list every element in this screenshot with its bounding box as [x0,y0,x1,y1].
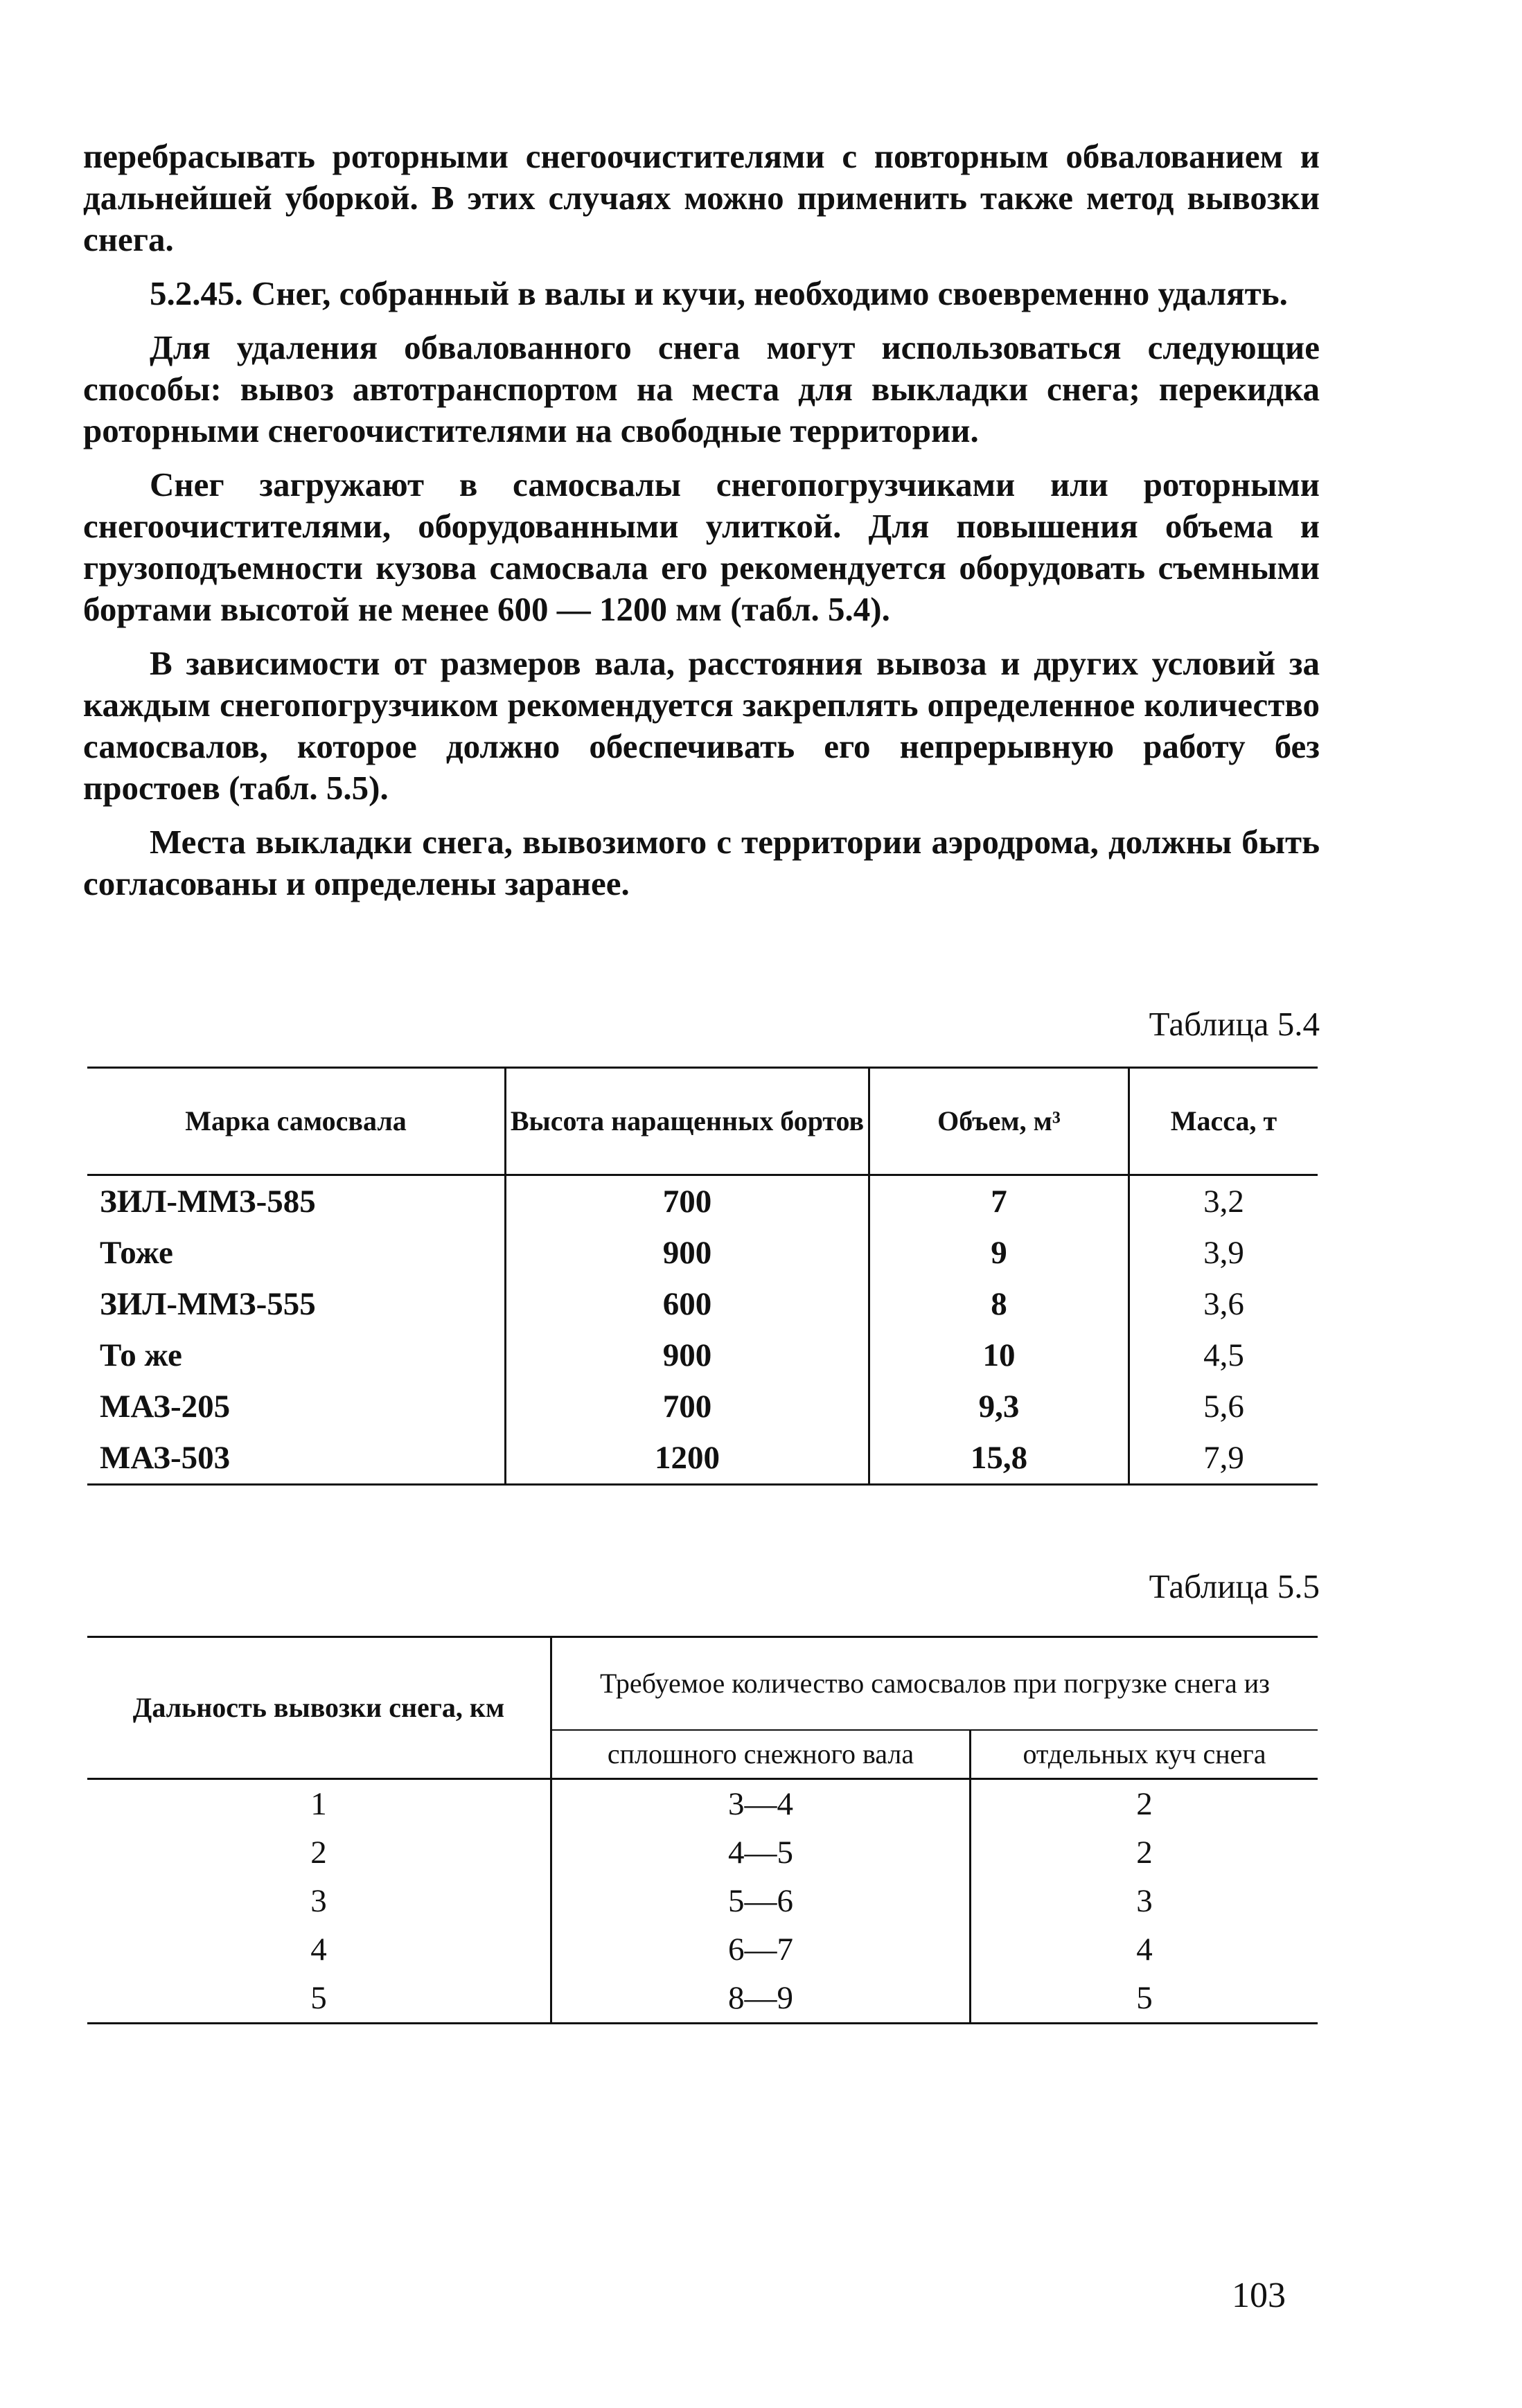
table-row [87,1175,1318,1228]
cell-distance: 2 [310,1835,327,1871]
cell-piles: 3 [971,1877,1318,1925]
cell-volume: 9,3 [869,1381,1129,1432]
cell-volume: 10 [869,1330,1129,1381]
cell-height: 1200 [506,1432,869,1485]
column-header-mass: Масса, т [1129,1068,1318,1175]
table-row [87,1925,1318,1974]
cell-piles: 5 [971,1974,1318,2024]
column-header-volume: Объем, м³ [869,1068,1129,1175]
table-5-5-caption: Таблица 5.5 [1149,1567,1320,1605]
page-number: 103 [1232,2276,1286,2315]
table-row [87,1779,1318,1829]
paragraph-4: Снег загружают в самосвалы снегопогрузчиками или роторными снегоочистителями, оборудованными улиткой. Для повышения объема и грузоподъемности кузова самосвала его рекомендуется оборудовать съемными бортами высотой не менее 600 — 1200 мм (табл. 5.4). [83,465,1320,628]
cell-volume: 9 [869,1227,1129,1278]
cell-distance: 5 [310,1980,327,2016]
cell-brand: МАЗ-503 [100,1440,231,1476]
column-header-continuous-bank: сплошного снежного вала [551,1730,971,1779]
table-5-4-caption: Таблица 5.4 [1149,1005,1320,1043]
cell-continuous: 4—5 [551,1828,971,1877]
column-header-brand: Марка самосвала [87,1068,506,1175]
cell-brand: Тоже [100,1235,173,1271]
paragraph-5: В зависимости от размеров вала, расстояния вывоза и других условий за каждым снегопогрузчиком рекомендуется закреплять определенное количество самосвалов, которое должно обеспечивать его непрерывную работу без простоев (табл. 5.5). [83,644,1320,807]
paragraph-3: Для удаления обвалованного снега могут использоваться следующие способы: вывоз автотранспортом на места для выкладки снега; перекидка роторными снегоочистителями на свободные территории. [83,328,1320,449]
cell-mass: 4,5 [1129,1330,1318,1381]
table-header-row [87,1068,1318,1175]
cell-brand: ЗИЛ-ММЗ-555 [100,1286,316,1322]
cell-height: 900 [506,1330,869,1381]
cell-continuous: 8—9 [551,1974,971,2024]
cell-height: 700 [506,1175,869,1228]
cell-volume: 7 [869,1175,1129,1228]
cell-mass: 3,2 [1129,1175,1318,1228]
table-header-row [87,1637,1318,1731]
cell-brand: ЗИЛ-ММЗ-585 [100,1184,316,1220]
cell-volume: 15,8 [869,1432,1129,1485]
cell-brand: МАЗ-205 [100,1389,231,1425]
table-row [87,1227,1318,1278]
paragraph-1: перебрасывать роторными снегоочистителями с повторным обвалованием и дальнейшей уборкой. В этих случаях можно применить также метод вывозки снега. [83,137,1320,258]
cell-piles: 2 [971,1828,1318,1877]
column-header-separate-piles: отдельных куч снега [971,1730,1318,1779]
table-5-4 [87,1067,1318,1486]
cell-piles: 4 [971,1925,1318,1974]
paragraph-2: 5.2.45. Снег, собранный в валы и кучи, необходимо своевременно удалять. [150,274,1288,312]
table-row [87,1974,1318,2024]
cell-continuous: 5—6 [551,1877,971,1925]
cell-piles: 2 [971,1779,1318,1829]
table-5-5 [87,1636,1318,2024]
body-text [83,136,1320,917]
cell-distance: 3 [310,1883,327,1919]
column-header-distance: Дальность вывозки снега, км [87,1637,551,1779]
cell-height: 600 [506,1278,869,1330]
table-row [87,1330,1318,1381]
cell-continuous: 6—7 [551,1925,971,1974]
paragraph-6: Места выкладки снега, вывозимого с территории аэродрома, должны быть согласованы и определены заранее. [83,823,1320,902]
cell-mass: 3,6 [1129,1278,1318,1330]
cell-continuous: 3—4 [551,1779,971,1829]
cell-distance: 1 [310,1786,327,1822]
table-row [87,1278,1318,1330]
table-row [87,1432,1318,1485]
table-row [87,1381,1318,1432]
cell-mass: 3,9 [1129,1227,1318,1278]
cell-mass: 5,6 [1129,1381,1318,1432]
cell-height: 900 [506,1227,869,1278]
cell-mass: 7,9 [1129,1432,1318,1485]
column-header-group: Требуемое количество самосвалов при погрузке снега из [551,1637,1318,1731]
column-header-height: Высота наращенных бортов [506,1068,869,1175]
cell-brand: То же [100,1337,182,1373]
cell-distance: 4 [310,1932,327,1968]
table-row [87,1828,1318,1877]
cell-volume: 8 [869,1278,1129,1330]
table-row [87,1877,1318,1925]
cell-height: 700 [506,1381,869,1432]
